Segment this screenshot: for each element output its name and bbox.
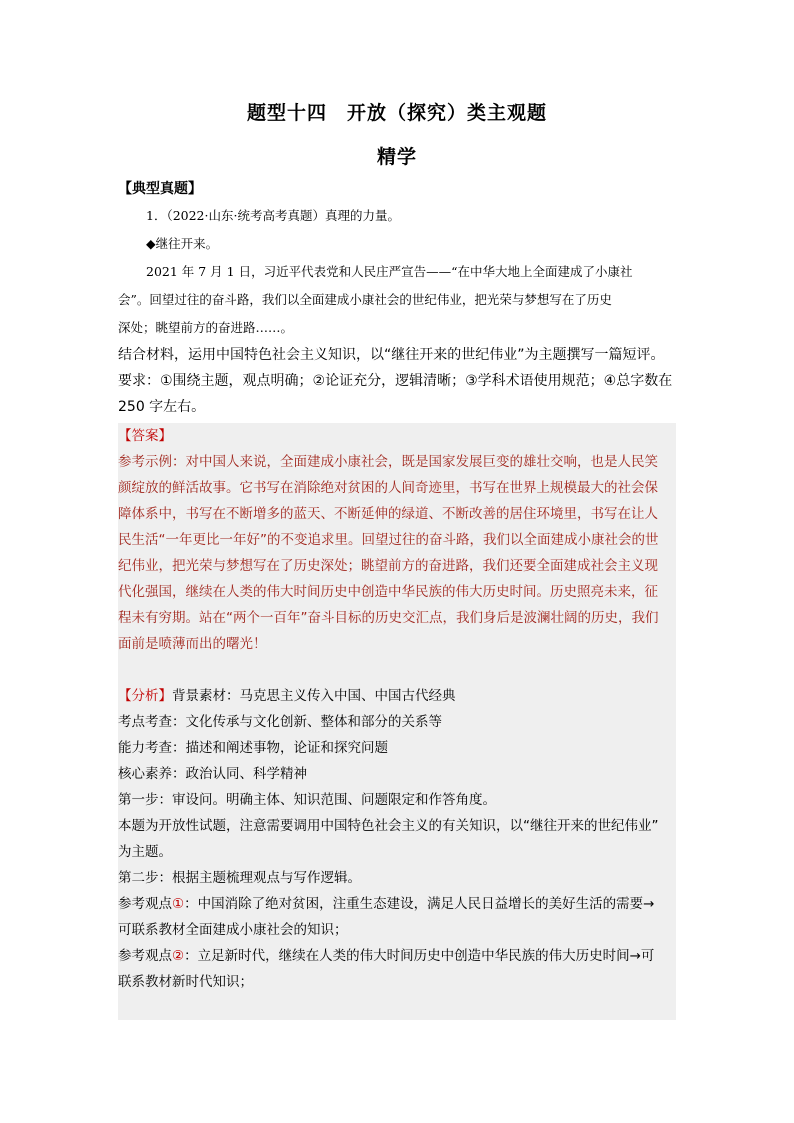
point-prefix: 参考观点 (118, 948, 172, 964)
analysis-line: 第二步：根据主题梳理观点与写作逻辑。 (118, 870, 361, 886)
analysis-line: 考点考查：文化传承与文化创新、整体和部分的关系等 (118, 714, 442, 730)
question-requirement: 要求：①围绕主题，观点明确；②论证充分，逻辑清晰；③学科术语使用规范；④总字数在 (118, 373, 673, 389)
point-mark: ① (172, 896, 185, 912)
answer-line: 民生活“一年更比一年好”的不变追求里。回望过往的奋斗路，我们以全面建成小康社会的世 (118, 532, 659, 548)
point-prefix: 参考观点 (118, 896, 172, 912)
reference-point-1 (118, 891, 676, 917)
page-subtitle: 精学 (376, 146, 417, 168)
point-text: ：中国消除了绝对贫困，注重生态建设，满足人民日益增长的美好生活的需要→ (184, 896, 655, 912)
answer-line: 程未有穷期。站在“两个一百年”奋斗目标的历史交汇点，我们身后是波澜壮阔的历史，我们 (118, 610, 659, 626)
question-task: 结合材料，运用中国特色社会主义知识，以“继往开来的世纪伟业”为主题撰写一篇短评。 (118, 347, 665, 363)
analysis-line: 为主题。 (118, 844, 172, 860)
answer-line: 参考示例：对中国人来说，全面建成小康社会，既是国家发展巨变的雄壮交响，也是人民笑 (118, 454, 658, 470)
answer-line: 障体系中，书写在不断增多的蓝天、不断延伸的绿道、不断改善的居住环境里，书写在让人 (118, 506, 658, 522)
material-line: 2021 年 7 月 1 日，习近平代表党和人民庄严宣告——“在中华大地上全面建成了小康社 (146, 264, 633, 279)
answer-box (118, 423, 676, 1020)
reference-point-2 (118, 943, 676, 969)
analysis-text: 背景素材：马克思主义传入中国、中国古代经典 (172, 688, 456, 704)
analysis-first-line (118, 683, 676, 709)
analysis-line: 能力考查：描述和阐述事物，论证和探究问题 (118, 740, 388, 756)
point-text: ：立足新时代，继续在人类的伟大时间历史中创造中华民族的伟大历史时间→可 (184, 948, 655, 964)
analysis-line: 核心素养：政治认同、科学精神 (118, 766, 307, 782)
answer-line: 颜绽放的鲜活故事。它书写在消除绝对贫困的人间奇迹里，书写在世界上规模最大的社会保 (118, 480, 658, 496)
point-mark: ② (172, 948, 185, 964)
answer-line: 代化强国，继续在人类的伟大时间历史中创造中华民族的伟大历史时间。历史照亮未来，征 (118, 584, 658, 600)
question-requirement: 250 字左右。 (118, 399, 206, 415)
question-section (118, 176, 676, 420)
answer-line: 面前是喷薄而出的曙光！ (118, 636, 267, 652)
question-stem: 1．（2022·山东·统考高考真题）真理的力量。 (146, 208, 400, 223)
reference-point-2-cont: 联系教材新时代知识； (118, 974, 253, 990)
section-label: 【典型真题】 (118, 181, 202, 197)
material-line: 深处；眺望前方的奋进路……。 (118, 320, 294, 335)
reference-point-1-cont: 可联系教材全面建成小康社会的知识； (118, 922, 348, 938)
answer-line: 纪伟业，把光荣与梦想写在了历史深处；眺望前方的奋进路，我们还要全面建成社会主义现 (118, 558, 658, 574)
question-bullet: ◆继往开来。 (146, 236, 219, 251)
analysis-line: 第一步：审设问。明确主体、知识范围、问题限定和作答角度。 (118, 792, 496, 808)
page-title: 题型十四 开放（探究）类主观题 (246, 102, 547, 124)
analysis-line: 本题为开放性试题，注意需要调用中国特色社会主义的有关知识，以“继往开来的世纪伟业” (118, 818, 659, 834)
material-line: 会”。回望过往的奋斗路，我们以全面建成小康社会的世纪伟业，把光荣与梦想写在了历史 (118, 292, 612, 307)
answer-label: 【答案】 (118, 428, 172, 444)
analysis-label: 【分析】 (118, 688, 172, 704)
